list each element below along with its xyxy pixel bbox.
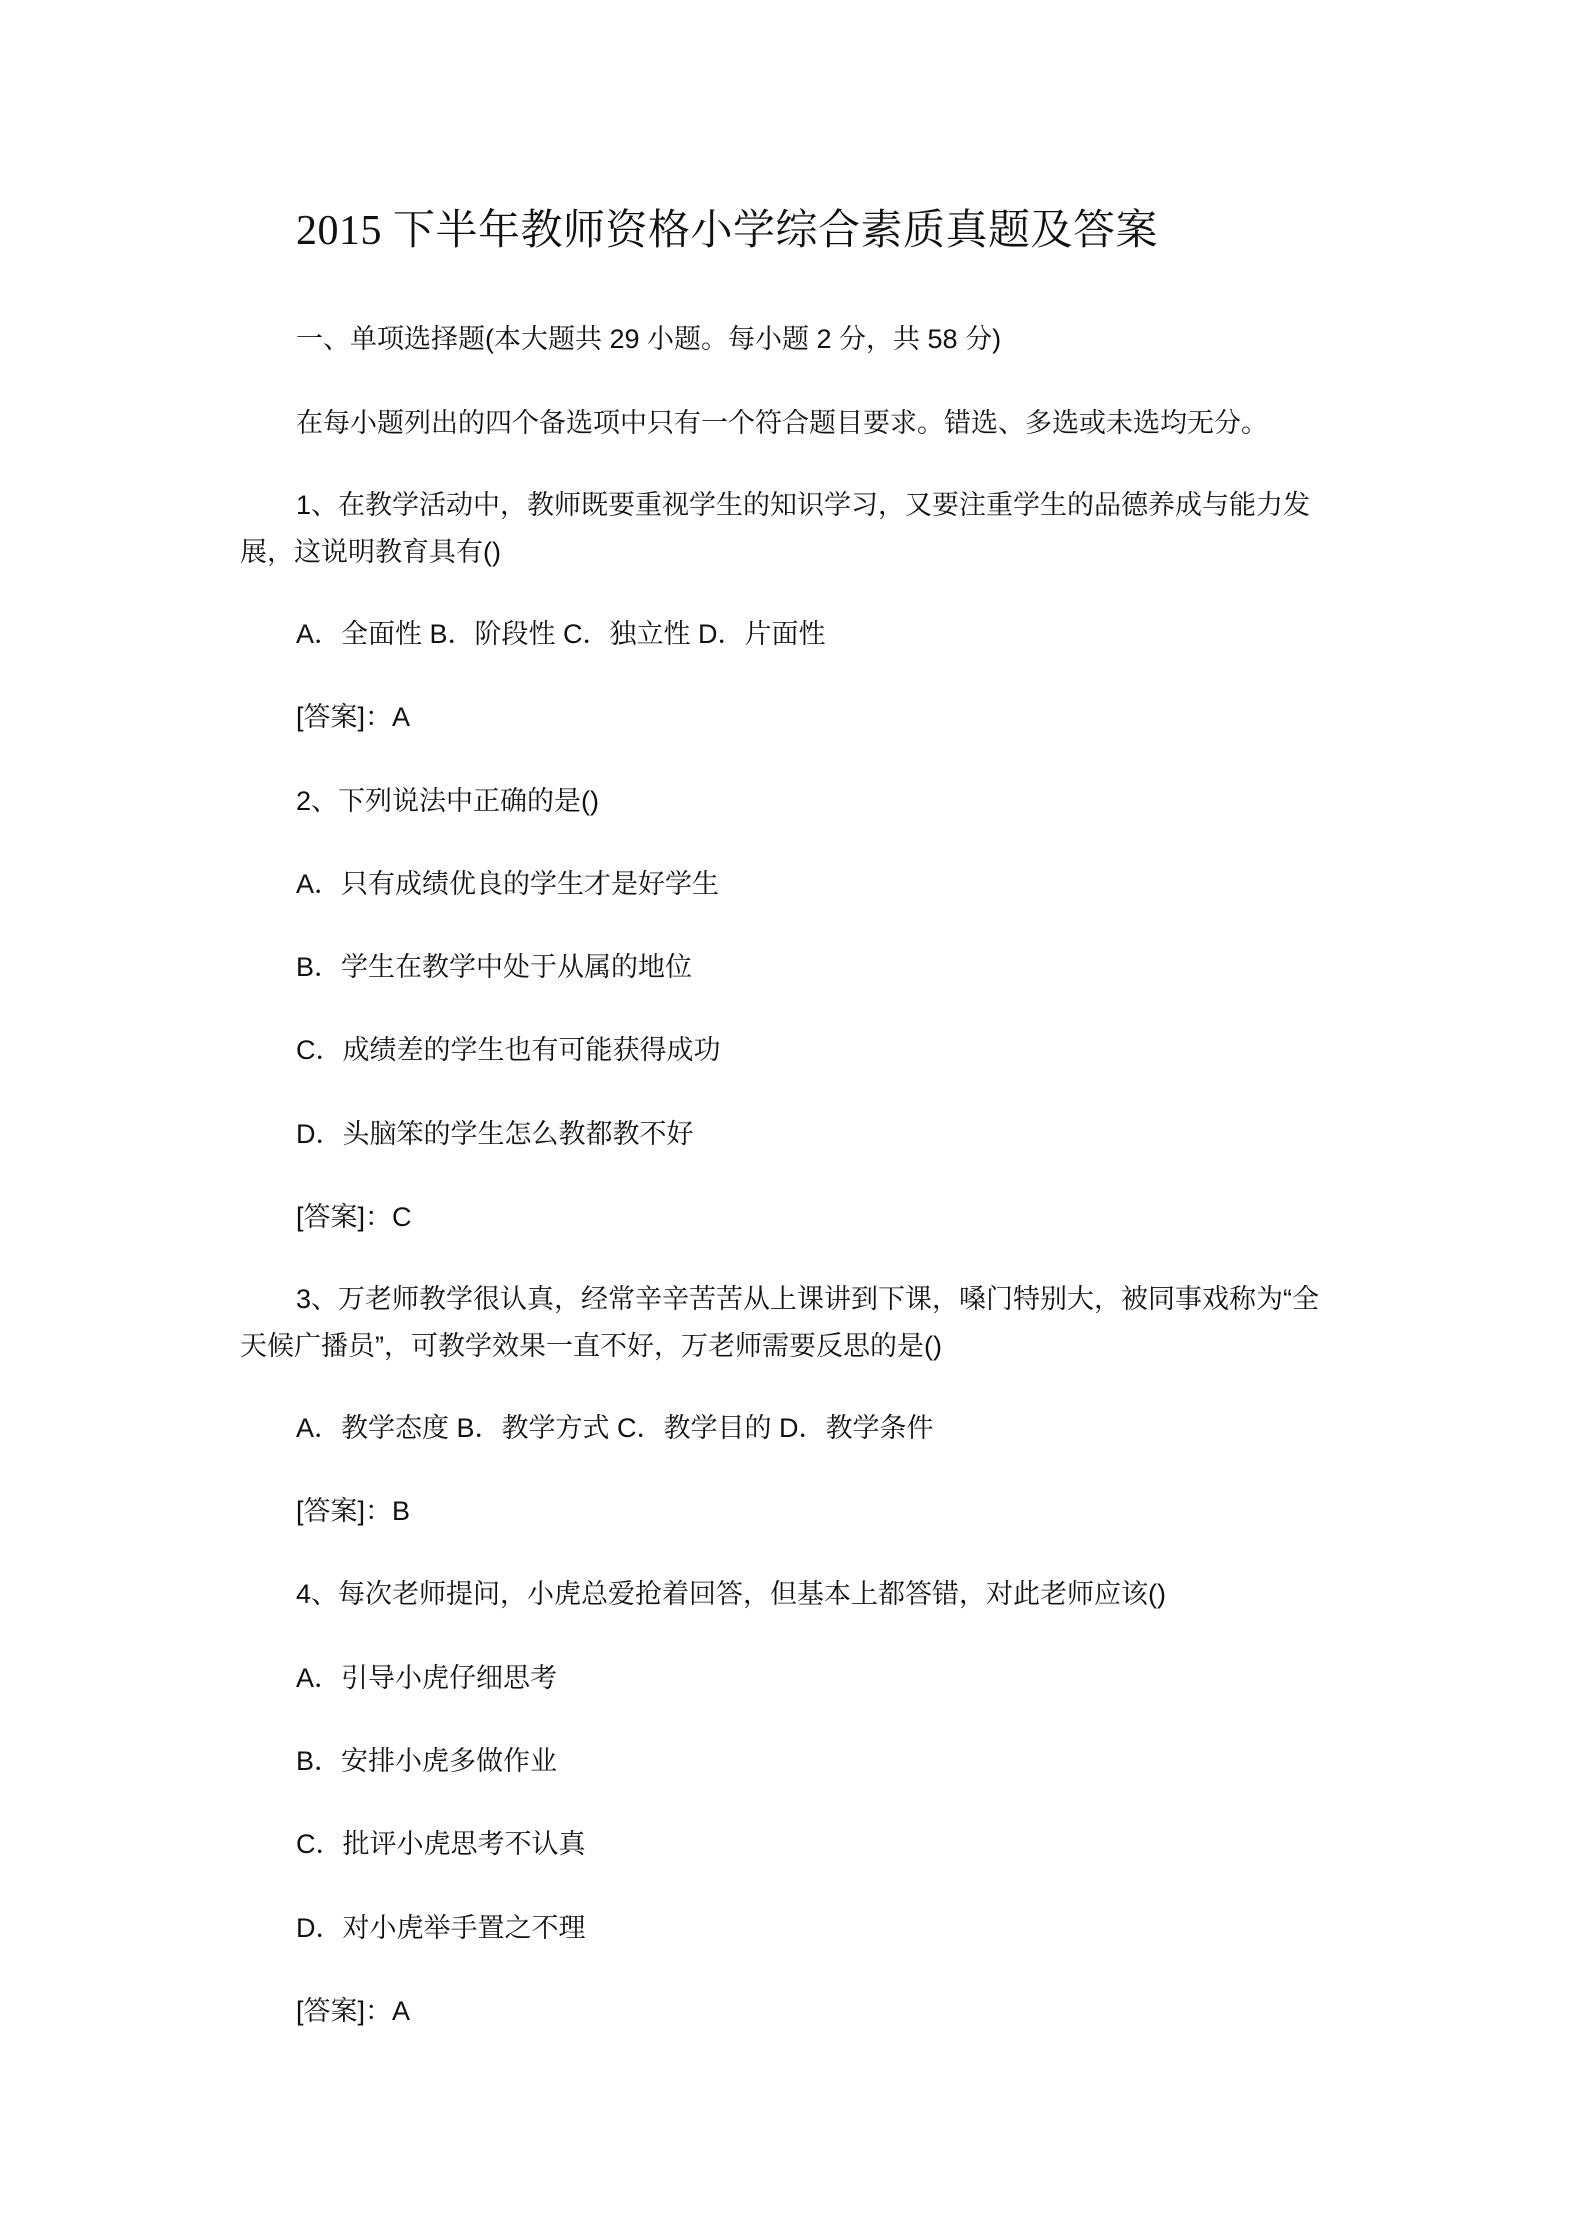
question-3-stem-line1: 3、万老师教学很认真，经常辛辛苦苦从上课讲到下课，嗓门特别大，被同事戏称为“全 bbox=[296, 1284, 1320, 1314]
question-1-stem-line1: 1、在教学活动中，教师既要重视学生的知识学习，又要注重学生的品德养成与能力发 bbox=[296, 490, 1311, 520]
question-4-option-d: D．对小虎举手置之不理 bbox=[296, 1913, 586, 1943]
instructions-text: 在每小题列出的四个备选项中只有一个符合题目要求。错选、多选或未选均无分。 bbox=[296, 408, 1268, 438]
question-1-answer: [答案]：A bbox=[296, 702, 411, 732]
section-heading: 一、单项选择题(本大题共 29 小题。每小题 2 分，共 58 分) bbox=[296, 324, 1002, 354]
question-2-option-c: C．成绩差的学生也有可能获得成功 bbox=[296, 1035, 721, 1065]
question-1-stem bbox=[240, 482, 1348, 576]
question-2-option-d: D．头脑笨的学生怎么教都教不好 bbox=[296, 1119, 694, 1149]
question-4-option-c: C．批评小虎思考不认真 bbox=[296, 1829, 586, 1859]
question-4-stem: 4、每次老师提问，小虎总爱抢着回答，但基本上都答错，对此老师应该() bbox=[296, 1579, 1166, 1609]
question-1-options: A．全面性 B．阶段性 C．独立性 D．片面性 bbox=[296, 619, 826, 649]
question-4-answer: [答案]：A bbox=[296, 1996, 411, 2026]
document-title: 2015 下半年教师资格小学综合素质真题及答案 bbox=[296, 208, 1159, 254]
question-3-options: A．教学态度 B．教学方式 C．教学目的 D．教学条件 bbox=[296, 1413, 934, 1443]
question-2-answer: [答案]：C bbox=[296, 1202, 412, 1232]
question-2-stem: 2、下列说法中正确的是() bbox=[296, 786, 599, 816]
question-2-option-b: B．学生在教学中处于从属的地位 bbox=[296, 952, 693, 982]
question-3-stem-line2: 天候广播员”，可教学效果一直不好，万老师需要反思的是() bbox=[240, 1331, 942, 1361]
question-1-stem-line2: 展，这说明教育具有() bbox=[240, 537, 501, 567]
question-3-stem bbox=[240, 1276, 1348, 1370]
question-2-option-a: A．只有成绩优良的学生才是好学生 bbox=[296, 869, 720, 899]
question-4-option-a: A．引导小虎仔细思考 bbox=[296, 1663, 558, 1693]
question-4-option-b: B．安排小虎多做作业 bbox=[296, 1746, 558, 1776]
question-3-answer: [答案]：B bbox=[296, 1496, 411, 1526]
